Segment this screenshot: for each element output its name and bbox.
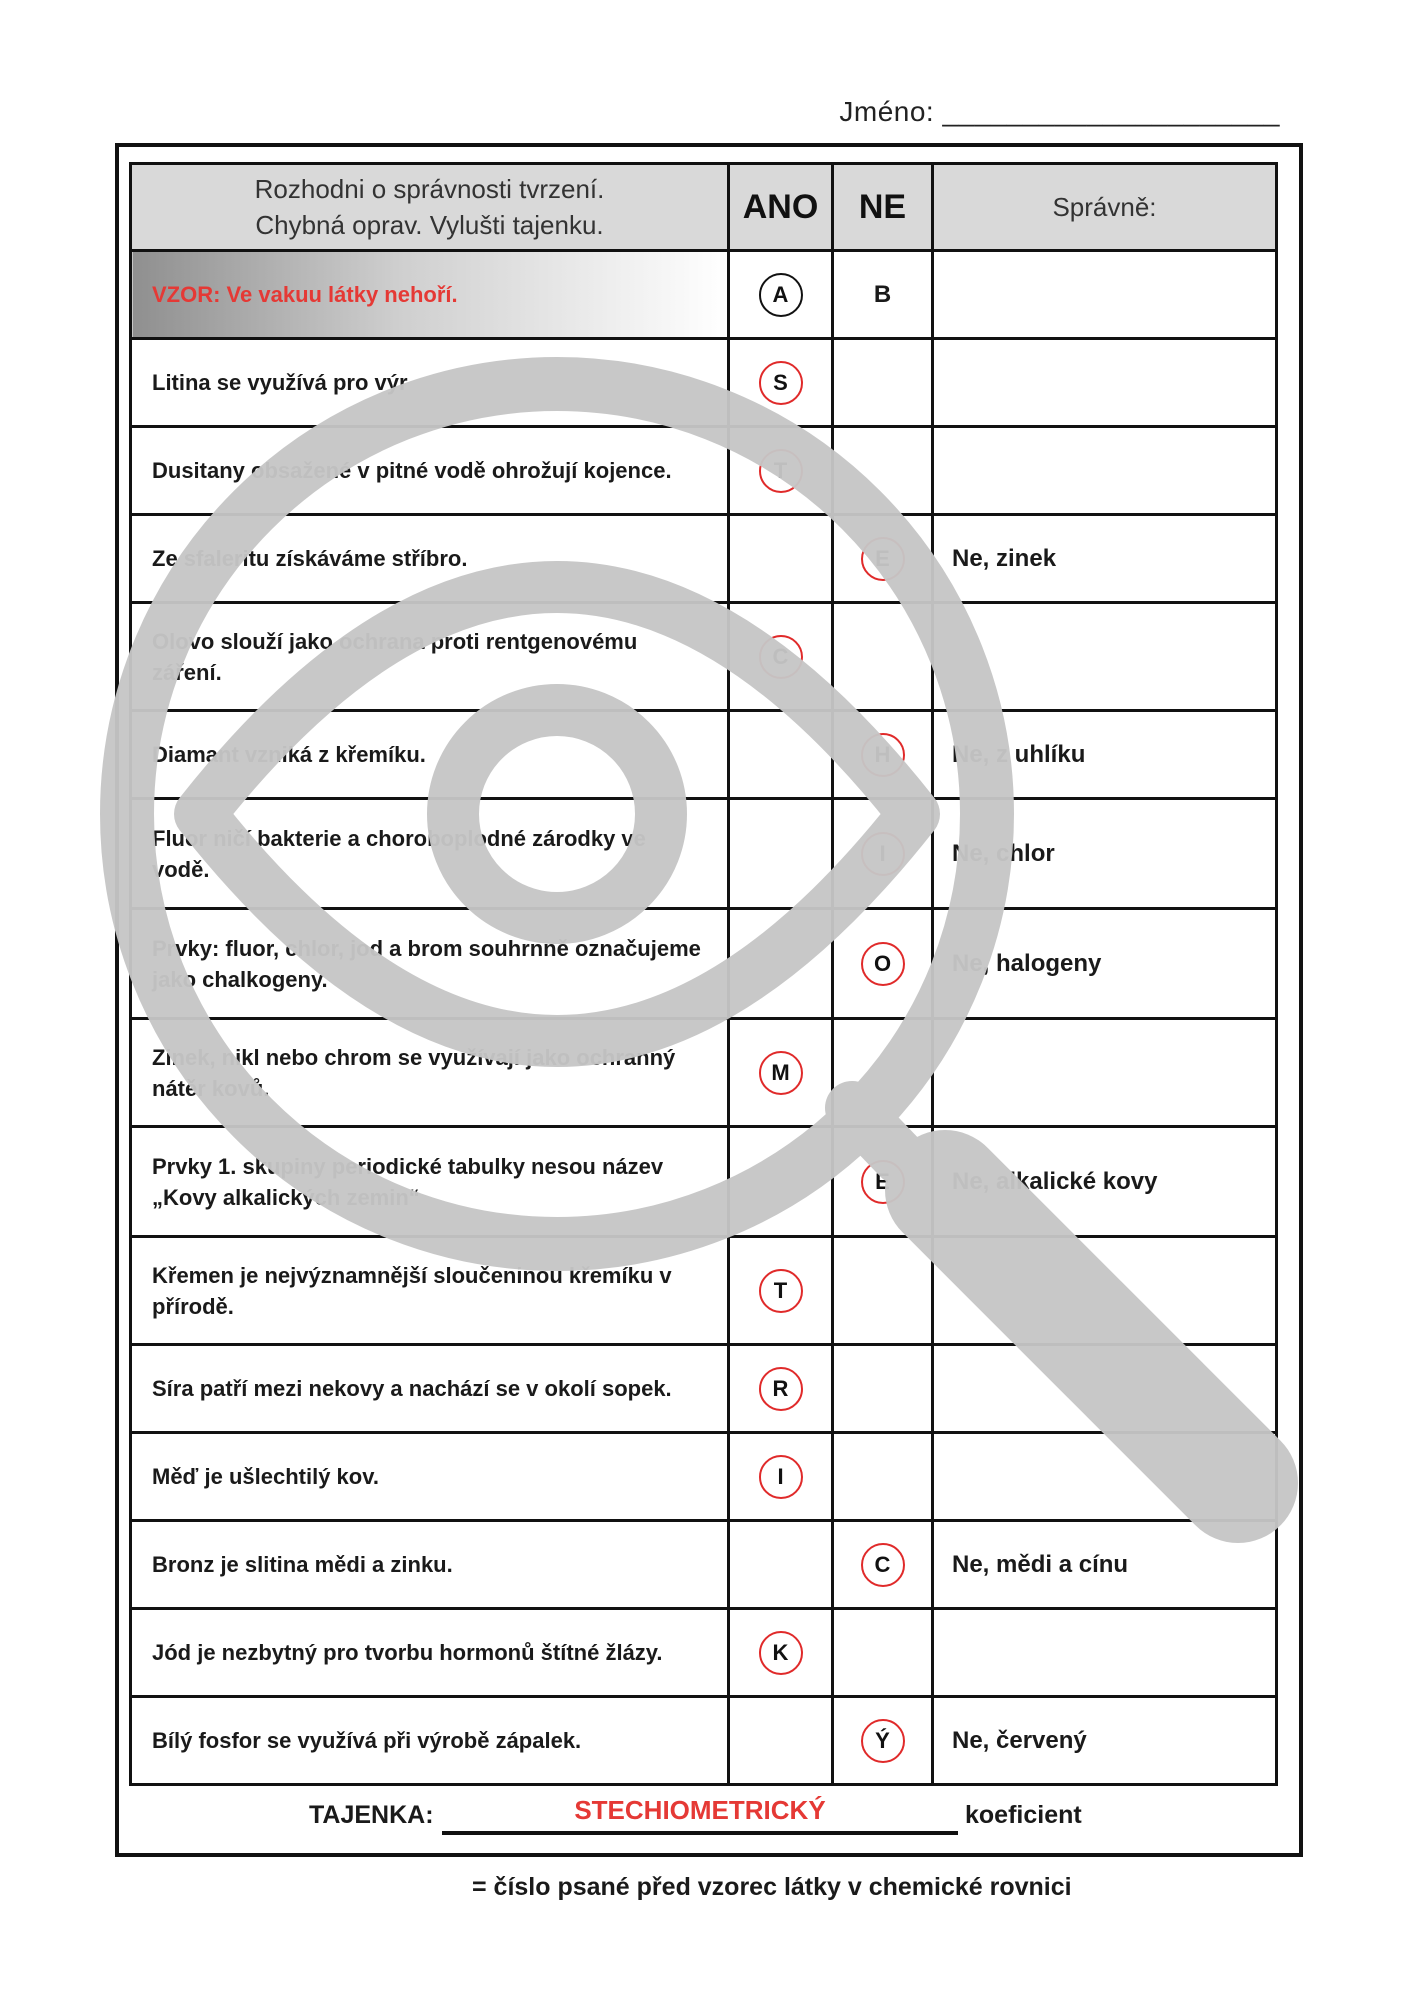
yes-answer-letter: K	[759, 1631, 803, 1675]
yes-cell[interactable]	[729, 1433, 833, 1521]
yes-answer-letter: I	[759, 1455, 803, 1499]
correction-column-header: Správně:	[933, 164, 1277, 251]
no-cell[interactable]	[833, 1609, 933, 1697]
yes-answer-letter: M	[759, 1051, 803, 1095]
statement-text: VZOR: Ve vakuu látky nehoří.	[131, 251, 729, 339]
answer-word: STECHIOMETRICKÝ	[574, 1795, 826, 1825]
yes-column-header: ANO	[729, 164, 833, 251]
yes-cell[interactable]	[729, 1019, 833, 1127]
no-cell[interactable]	[833, 799, 933, 909]
no-cell[interactable]	[833, 1345, 933, 1433]
statement-text: Měď je ušlechtilý kov.	[131, 1433, 729, 1521]
no-answer-letter: C	[861, 1543, 905, 1587]
correction-cell[interactable]	[933, 1609, 1277, 1697]
statement-row	[131, 339, 1277, 427]
yes-answer-letter: C	[759, 635, 803, 679]
no-cell[interactable]	[833, 1433, 933, 1521]
sample-row	[131, 251, 1277, 339]
correction-cell[interactable]	[933, 1433, 1277, 1521]
no-cell[interactable]	[833, 1697, 933, 1785]
correction-cell[interactable]	[933, 1237, 1277, 1345]
statement-row	[131, 1609, 1277, 1697]
correction-cell[interactable]	[933, 339, 1277, 427]
yes-cell[interactable]	[729, 711, 833, 799]
correction-cell[interactable]	[933, 1019, 1277, 1127]
no-answer-letter: B	[873, 280, 892, 308]
statement-text: Bílý fosfor se využívá při výrobě zápalek.	[131, 1697, 729, 1785]
no-column-header: NE	[833, 164, 933, 251]
correction-cell[interactable]: Ne, chlor	[933, 799, 1277, 909]
no-cell[interactable]	[833, 1521, 933, 1609]
statement-text: Jód je nezbytný pro tvorbu hormonů štítné žlázy.	[131, 1609, 729, 1697]
correction-cell[interactable]: Ne, alkalické kovy	[933, 1127, 1277, 1237]
yes-cell[interactable]	[729, 603, 833, 711]
answer-underline	[442, 1831, 958, 1835]
no-cell[interactable]	[833, 339, 933, 427]
statement-row	[131, 909, 1277, 1019]
no-cell[interactable]	[833, 1237, 933, 1345]
correction-cell[interactable]	[933, 251, 1277, 339]
statement-text: Zinek, nikl nebo chrom se využívají jako ochranný nátěr kovů.	[131, 1019, 729, 1127]
no-cell[interactable]	[833, 603, 933, 711]
statement-text: Fluor ničí bakterie a choroboplodné zárodky ve vodě.	[131, 799, 729, 909]
name-field-label: Jméno: _____________________	[839, 96, 1280, 127]
instruction-header	[131, 164, 729, 251]
no-answer-letter: O	[861, 942, 905, 986]
yes-cell[interactable]	[729, 1345, 833, 1433]
no-cell[interactable]	[833, 909, 933, 1019]
yes-answer-letter: R	[759, 1367, 803, 1411]
answer-suffix: koeficient	[965, 1801, 1082, 1829]
no-answer-letter: Ý	[861, 1719, 905, 1763]
instruction-line-1: Rozhodni o správnosti tvrzení.	[254, 174, 605, 204]
statement-row	[131, 1345, 1277, 1433]
no-answer-letter: E	[861, 537, 905, 581]
statement-row	[131, 1127, 1277, 1237]
yes-cell[interactable]	[729, 1127, 833, 1237]
yes-cell[interactable]	[729, 1521, 833, 1609]
yes-answer-letter: T	[759, 449, 803, 493]
correction-cell[interactable]: Ne, zinek	[933, 515, 1277, 603]
yes-answer-letter: S	[759, 361, 803, 405]
yes-cell[interactable]	[729, 799, 833, 909]
statement-row	[131, 1697, 1277, 1785]
statement-row	[131, 427, 1277, 515]
no-answer-letter: H	[861, 733, 905, 777]
no-cell[interactable]	[833, 1019, 933, 1127]
statement-row	[131, 711, 1277, 799]
yes-cell[interactable]	[729, 1697, 833, 1785]
statement-text: Litina se využívá pro výr	[131, 339, 729, 427]
answer-row	[129, 1795, 1275, 1839]
no-answer-letter: E	[861, 1160, 905, 1204]
statement-row	[131, 799, 1277, 909]
statement-row	[131, 1433, 1277, 1521]
no-answer-letter: I	[861, 832, 905, 876]
yes-answer-letter: A	[759, 273, 803, 317]
table-header-row	[131, 164, 1277, 251]
no-cell[interactable]	[833, 251, 933, 339]
correction-cell[interactable]: Ne, červený	[933, 1697, 1277, 1785]
statement-text: Síra patří mezi nekovy a nachází se v okolí sopek.	[131, 1345, 729, 1433]
footnote: = číslo psané před vzorec látky v chemické rovnici	[472, 1873, 1072, 1901]
statement-row	[131, 1521, 1277, 1609]
correction-cell[interactable]: Ne, z uhlíku	[933, 711, 1277, 799]
statement-row	[131, 1237, 1277, 1345]
yes-cell[interactable]	[729, 1237, 833, 1345]
yes-cell[interactable]	[729, 251, 833, 339]
statement-text: Olovo slouží jako ochrana proti rentgenovému záření.	[131, 603, 729, 711]
correction-cell[interactable]	[933, 603, 1277, 711]
yes-cell[interactable]	[729, 427, 833, 515]
correction-cell[interactable]: Ne, mědi a cínu	[933, 1521, 1277, 1609]
statement-row	[131, 1019, 1277, 1127]
statement-text: Prvky: fluor, chlor, jod a brom souhrnně označujeme jako chalkogeny.	[131, 909, 729, 1019]
statement-text: Diamant vzniká z křemíku.	[131, 711, 729, 799]
statement-row	[131, 603, 1277, 711]
statement-text: Dusitany obsažené v pitné vodě ohrožují kojence.	[131, 427, 729, 515]
correction-cell[interactable]: Ne, halogeny	[933, 909, 1277, 1019]
statement-text: Prvky 1. skupiny periodické tabulky nesou název „Kovy alkalických zemin“	[131, 1127, 729, 1237]
yes-answer-letter: T	[759, 1269, 803, 1313]
yes-cell[interactable]	[729, 909, 833, 1019]
yes-cell[interactable]	[729, 339, 833, 427]
yes-cell[interactable]	[729, 1609, 833, 1697]
answer-label: TAJENKA:	[309, 1801, 434, 1829]
no-cell[interactable]	[833, 711, 933, 799]
statement-text: Křemen je nejvýznamnější sloučeninou křemíku v přírodě.	[131, 1237, 729, 1345]
statement-table	[129, 162, 1278, 1786]
statement-text: Ze sfaleritu získáváme stříbro.	[131, 515, 729, 603]
statement-text: Bronz je slitina mědi a zinku.	[131, 1521, 729, 1609]
no-cell[interactable]	[833, 1127, 933, 1237]
statement-row	[131, 515, 1277, 603]
no-cell[interactable]	[833, 427, 933, 515]
correction-cell[interactable]	[933, 1345, 1277, 1433]
no-cell[interactable]	[833, 515, 933, 603]
instruction-line-2: Chybná oprav. Vylušti tajenku.	[255, 210, 604, 240]
correction-cell[interactable]	[933, 427, 1277, 515]
yes-cell[interactable]	[729, 515, 833, 603]
statement-rows	[131, 251, 1277, 1785]
